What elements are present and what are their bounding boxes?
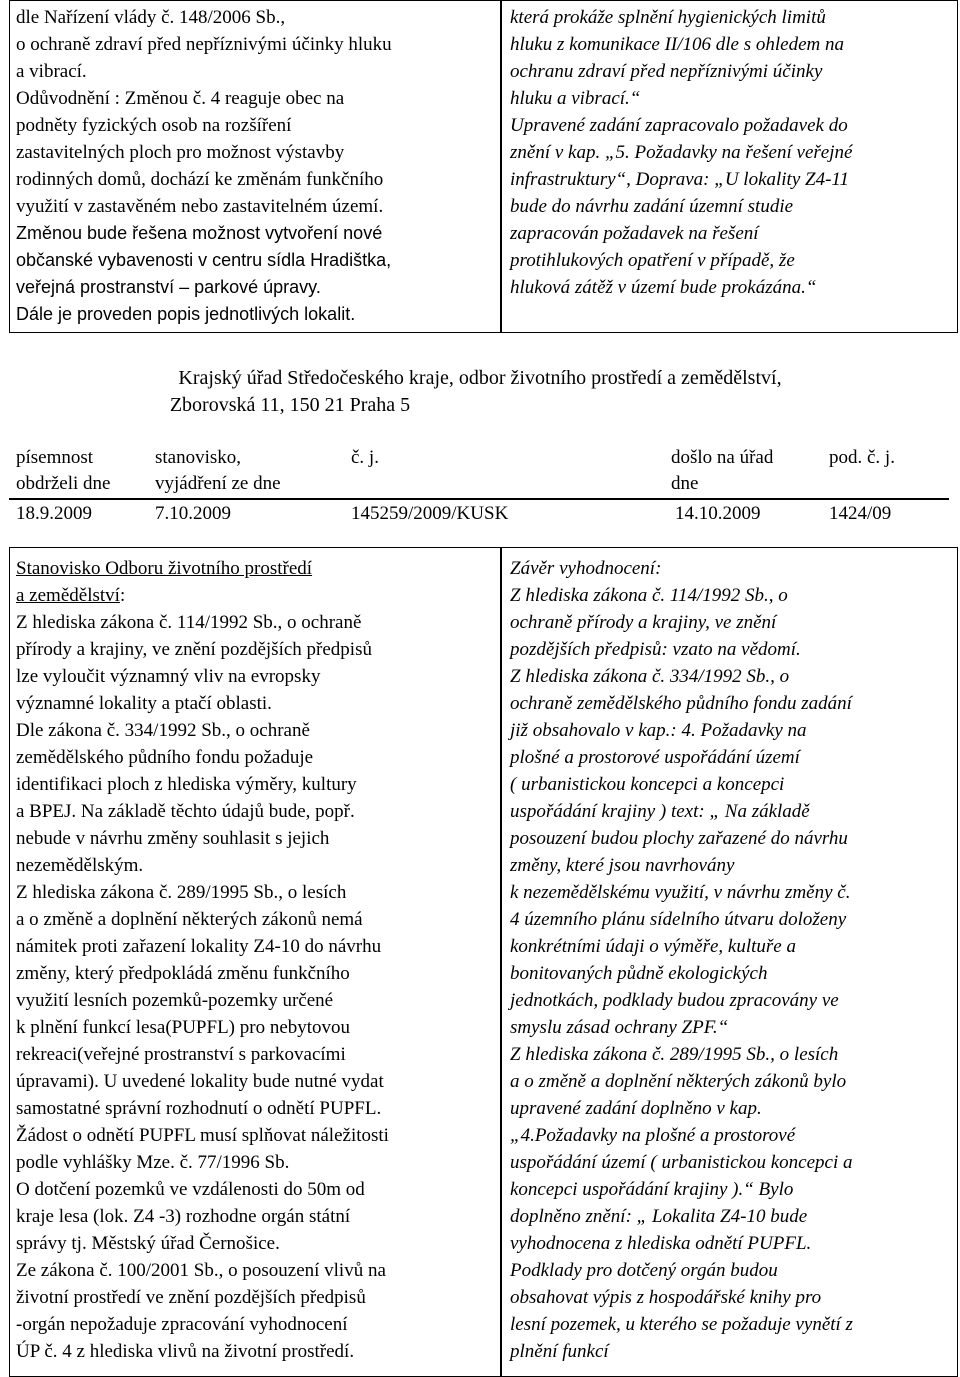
bl-line: Žádost o odnětí PUPFL musí splňovat náležitosti — [16, 1125, 389, 1146]
bl-line: kraje lesa (lok. Z4 -3) rozhodne orgán státní — [16, 1206, 351, 1227]
br-line: uspořádání krajiny ) text: „ Na základě — [510, 801, 810, 822]
tr-line: bude do návrhu zadání územní studie — [510, 196, 794, 217]
bl-line: a BPEJ. Na základě těchto údajů bude, popř. — [16, 801, 355, 822]
br-line: Z hlediska zákona č. 334/1992 Sb., o — [510, 666, 790, 687]
br-line: „4.Požadavky na plošné a prostorové — [510, 1125, 796, 1146]
bl-line: lze vyloučit významný vliv na evropsky — [16, 666, 321, 687]
bottom-left-cell — [16, 555, 496, 1375]
br-line: bonitovaných půdně ekologických — [510, 963, 768, 984]
tr-line: znění v kap. „5. Požadavky na řešení veřejné — [510, 142, 853, 163]
value-arrival-date: 14.10.2009 — [675, 503, 761, 524]
br-line: k nezemědělskému využití, v návrhu změny č. — [510, 882, 851, 903]
tl-line: o ochraně zdraví před nepříznivými účinky hluku — [16, 34, 392, 55]
value-opinion-date: 7.10.2009 — [155, 503, 231, 524]
br-line: plošné a prostorové uspořádání území — [510, 747, 800, 768]
tl-line: zastavitelných ploch pro možnost výstavby — [16, 142, 345, 163]
bl-line: Dle zákona č. 334/1992 Sb., o ochraně — [16, 720, 310, 741]
bl-line: životní prostředí ve znění pozdějších předpisů — [16, 1287, 366, 1308]
header-opinion-date: stanovisko, — [155, 447, 242, 468]
bl-line: samostatné správní rozhodnutí o odnětí PUPFL. — [16, 1098, 382, 1119]
br-line: ( urbanistickou koncepci a koncepci — [510, 774, 785, 795]
bl-line: ÚP č. 4 z hlediska vlivů na životní prostředí. — [16, 1341, 355, 1362]
br-line: Z hlediska zákona č. 289/1995 Sb., o lesích — [510, 1044, 839, 1065]
tr-line: infrastruktury“, Doprava: „U lokality Z4-11 — [510, 169, 850, 190]
header-received: písemnost — [16, 447, 94, 468]
opinion-title — [16, 582, 125, 609]
bl-line: identifikaci ploch z hlediska výměry, kultury — [16, 774, 357, 795]
br-line: Z hlediska zákona č. 114/1992 Sb., o — [510, 585, 788, 606]
conclusion-title: Závěr vyhodnocení: — [510, 558, 662, 579]
bottom-table-divider — [500, 547, 502, 1377]
bl-line: k plnění funkcí lesa(PUPFL) pro nebytovou — [16, 1017, 351, 1038]
header-arrival-date: došlo na úřad — [671, 447, 774, 468]
opinion-title-colon: : — [119, 585, 126, 606]
tl-line: veřejná prostranství – parkové úpravy. — [16, 277, 321, 297]
br-line: konkrétními údaji o výměře, kultuře a — [510, 936, 796, 957]
tl-line: a vibrací. — [16, 61, 87, 82]
tl-line: využití v zastavěném nebo zastavitelném území. — [16, 196, 384, 217]
bl-line: zemědělského půdního fondu požaduje — [16, 747, 314, 768]
tl-line: Odůvodnění : Změnou č. 4 reaguje obec na — [16, 88, 345, 109]
br-line: koncepci uspořádání krajiny ).“ Bylo — [510, 1179, 794, 1200]
bl-line: podle vyhlášky Mze. č. 77/1996 Sb. — [16, 1152, 290, 1173]
tr-line: Upravené zadání zapracovalo požadavek do — [510, 115, 848, 136]
tr-line: zapracován požadavek na řešení — [510, 223, 759, 244]
top-right-cell — [510, 4, 954, 330]
br-line: ochraně přírody a krajiny, ve znění — [510, 612, 777, 633]
header-arrival-date: dne — [671, 473, 699, 494]
br-line: jednotkách, podklady budou zpracovány ve — [510, 990, 839, 1011]
bl-line: nezemědělským. — [16, 855, 144, 876]
tl-line: Změnou bude řešena možnost vytvoření nové — [16, 223, 383, 243]
br-line: ochraně zemědělského půdního fondu zadání — [510, 693, 852, 714]
br-line: již obsahovalo v kap.: 4. Požadavky na — [510, 720, 807, 741]
bl-line: námitek proti zařazení lokality Z4-10 do návrhu — [16, 936, 382, 957]
br-line: plnění funkcí — [510, 1341, 609, 1362]
bl-line: nebude v návrhu změny souhlasit s jejich — [16, 828, 330, 849]
value-received: 18.9.2009 — [16, 503, 92, 524]
br-line: vyhodnocena z hlediska odnětí PUPFL. — [510, 1233, 812, 1254]
bl-line: -orgán nepožaduje zpracování vyhodnocení — [16, 1314, 348, 1335]
br-line: doplněno znění: „ Lokalita Z4-10 bude — [510, 1206, 808, 1227]
document-reference-table — [0, 440, 960, 530]
br-line: a o změně a doplnění některých zákonů bylo — [510, 1071, 847, 1092]
top-left-cell — [16, 4, 496, 330]
bl-line: přírody a krajiny, ve znění pozdějších předpisů — [16, 639, 372, 660]
br-line: smyslu zásad ochrany ZPF.“ — [510, 1017, 729, 1038]
header-ref-number: č. j. — [351, 447, 379, 468]
opinion-title: Stanovisko Odboru životního prostředí — [16, 558, 313, 579]
tl-line: rodinných domů, dochází ke změnám funkčního — [16, 169, 384, 190]
bl-line: rekreaci(veřejné prostranství s parkovacími — [16, 1044, 346, 1065]
tl-line: dle Nařízení vlády č. 148/2006 Sb., — [16, 7, 286, 28]
header-sub-ref: pod. č. j. — [829, 447, 895, 468]
tr-line: hluku z komunikace II/106 dle s ohledem na — [510, 34, 844, 55]
bl-line: úpravami). U uvedené lokality bude nutné vydat — [16, 1071, 384, 1092]
tl-line: podněty fyzických osob na rozšíření — [16, 115, 292, 136]
value-sub-ref: 1424/09 — [829, 503, 892, 524]
tr-line: ochranu zdraví před nepříznivými účinky — [510, 61, 823, 82]
tr-line: protihlukových opatření v případě, že — [510, 250, 795, 271]
bl-line: O dotčení pozemků ve vzdálenosti do 50m od — [16, 1179, 365, 1200]
br-line: 4 územního plánu sídelního útvaru doloženy — [510, 909, 847, 930]
br-line: upravené zadání doplněno v kap. — [510, 1098, 762, 1119]
br-line: obsahovat výpis z hospodářské knihy pro — [510, 1287, 822, 1308]
bl-line: a o změně a doplnění některých zákonů nemá — [16, 909, 363, 930]
tr-line: která prokáže splnění hygienických limitů — [510, 7, 826, 28]
authority-name: Krajský úřad Středočeského kraje, odbor životního prostředí a zemědělství, — [178, 367, 782, 389]
header-received: obdrželi dne — [16, 473, 111, 494]
br-line: změny, které jsou navrhovány — [510, 855, 735, 876]
table-rule — [9, 498, 949, 500]
br-line: uspořádání území ( urbanistickou koncepci a — [510, 1152, 853, 1173]
br-line: pozdějších předpisů: vzato na vědomí. — [510, 639, 801, 660]
opinion-title-underlined: a zemědělství — [16, 585, 120, 606]
bl-line: správy tj. Městský úřad Černošice. — [16, 1233, 280, 1254]
bottom-right-cell — [510, 555, 954, 1375]
authority-address: Zborovská 11, 150 21 Praha 5 — [169, 394, 411, 416]
bl-line: Ze zákona č. 100/2001 Sb., o posouzení vlivů na — [16, 1260, 386, 1281]
tr-line: hluková zátěž v území bude prokázána.“ — [510, 277, 817, 298]
value-ref-number: 145259/2009/KUSK — [351, 503, 509, 524]
br-line: Podklady pro dotčený orgán budou — [510, 1260, 778, 1281]
bl-line: Z hlediska zákona č. 289/1995 Sb., o lesích — [16, 882, 347, 903]
tr-line: hluku a vibrací.“ — [510, 88, 641, 109]
tl-line: občanské vybavenosti v centru sídla Hradištka, — [16, 250, 392, 270]
br-line: lesní pozemek, u kterého se požaduje vynětí z — [510, 1314, 853, 1335]
bl-line: významné lokality a ptačí oblasti. — [16, 693, 272, 714]
tl-line: Dále je proveden popis jednotlivých lokalit. — [16, 304, 356, 324]
br-line: posouzení budou plochy zařazené do návrhu — [510, 828, 848, 849]
top-table-divider — [500, 0, 502, 333]
bl-line: využití lesních pozemků-pozemky určené — [16, 990, 334, 1011]
bl-line: změny, který předpokládá změnu funkčního — [16, 963, 350, 984]
header-opinion-date: vyjádření ze dne — [155, 473, 281, 494]
bl-line: Z hlediska zákona č. 114/1992 Sb., o ochraně — [16, 612, 362, 633]
